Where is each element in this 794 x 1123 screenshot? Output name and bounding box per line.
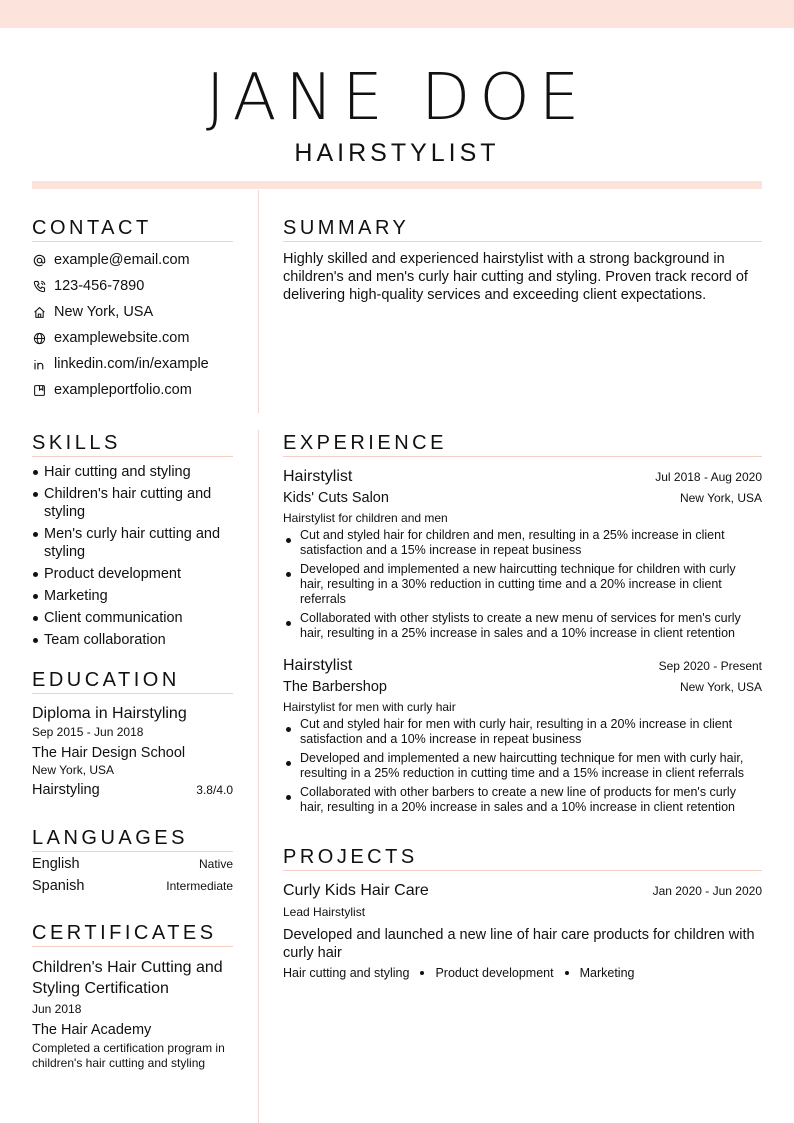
contact-website[interactable] xyxy=(32,325,233,351)
project-name: Curly Kids Hair Care xyxy=(283,882,429,899)
tag-separator xyxy=(420,971,424,975)
skill-item: Marketing xyxy=(32,587,233,605)
education-field-row xyxy=(32,782,233,798)
contact-portfolio-text: exampleportfolio.com xyxy=(54,382,192,398)
contact-portfolio[interactable] xyxy=(32,377,233,403)
tag-separator xyxy=(565,971,569,975)
certificate-name: Children's Hair Cutting and Styling Certification xyxy=(32,959,223,997)
job-location: New York, USA xyxy=(679,680,762,694)
summary-heading: SUMMARY xyxy=(283,216,762,242)
job-bullet: Developed and implemented a new haircutting technique for children with curly hair, resulting in a 30% reduction in cutting time and a 20% increase in client referrals xyxy=(283,562,762,607)
job-bullet: Collaborated with other stylists to create a new menu of services for men's curly hair, resulting in a 25% increase in sales and a 10% increase in client retention xyxy=(283,611,762,641)
language-level: Native xyxy=(198,857,233,871)
project-tag: Hair cutting and styling xyxy=(283,966,410,980)
portfolio-icon xyxy=(32,383,46,397)
skills-list xyxy=(32,463,233,649)
language-name: English xyxy=(32,856,80,872)
contact-phone-text: 123-456-7890 xyxy=(54,278,145,294)
certificate-date: Jun 2018 xyxy=(32,1002,82,1016)
contact-phone[interactable] xyxy=(32,273,233,299)
contact-section xyxy=(32,216,233,403)
education-school: The Hair Design School xyxy=(32,745,186,761)
contact-email-text: example@email.com xyxy=(54,252,190,268)
language-row xyxy=(32,856,233,878)
job-description: Hairstylist for children and men xyxy=(283,511,448,525)
job-title: Hairstylist xyxy=(283,468,353,485)
education-dates: Sep 2015 - Jun 2018 xyxy=(32,725,144,739)
skill-item: Hair cutting and styling xyxy=(32,463,233,481)
contact-linkedin[interactable] xyxy=(32,351,233,377)
contact-heading: CONTACT xyxy=(32,216,233,242)
certificate-description: Completed a certification program in children's hair cutting and styling xyxy=(32,1041,225,1070)
experience-entry xyxy=(283,655,762,815)
job-dates: Jul 2018 - Aug 2020 xyxy=(655,470,762,484)
experience-entry xyxy=(283,466,762,641)
skill-item: Team collaboration xyxy=(32,631,233,649)
skill-item: Men's curly hair cutting and styling xyxy=(32,525,233,561)
at-icon xyxy=(32,253,46,267)
header-divider xyxy=(32,181,762,189)
experience-heading: EXPERIENCE xyxy=(283,431,762,457)
projects-section xyxy=(283,845,762,980)
education-gpa: 3.8/4.0 xyxy=(196,783,233,797)
job-description: Hairstylist for men with curly hair xyxy=(283,700,456,714)
job-bullet: Collaborated with other barbers to create a new line of products for men's curly hair, resulting in a 20% increase in sales and a 10% increase in client retention xyxy=(283,785,762,815)
languages-heading: LANGUAGES xyxy=(32,826,233,852)
job-location: New York, USA xyxy=(679,491,762,505)
job-bullet: Cut and styled hair for men with curly hair, resulting in a 20% increase in client satisfaction and a 10% increase in repeat business xyxy=(283,717,762,747)
project-tags xyxy=(283,966,762,980)
contact-location xyxy=(32,299,233,325)
job-title: Hairstylist xyxy=(283,657,353,674)
contact-linkedin-text: linkedin.com/in/example xyxy=(54,356,209,372)
skill-item: Client communication xyxy=(32,609,233,627)
skill-item: Children's hair cutting and styling xyxy=(32,485,233,521)
skill-item: Product development xyxy=(32,565,233,583)
education-heading: EDUCATION xyxy=(32,668,233,694)
job-bullets xyxy=(283,717,762,815)
home-icon xyxy=(32,305,46,319)
globe-icon xyxy=(32,331,46,345)
top-accent-band xyxy=(0,0,794,28)
education-field: Hairstyling xyxy=(32,782,100,798)
job-bullet: Developed and implemented a new haircutting technique for men with curly hair, resulting in a 25% reduction in cutting time and a 15% increase in client referrals xyxy=(283,751,762,781)
summary-section xyxy=(283,216,762,304)
candidate-name: JANE DOE xyxy=(205,61,589,135)
education-location: New York, USA xyxy=(32,763,115,777)
job-company: Kids' Cuts Salon xyxy=(283,490,389,506)
project-dates: Jan 2020 - Jun 2020 xyxy=(652,884,762,898)
language-row xyxy=(32,878,233,900)
projects-heading: PROJECTS xyxy=(283,845,762,871)
experience-section xyxy=(283,431,762,819)
phone-icon xyxy=(32,279,46,293)
column-divider-bottom xyxy=(258,430,259,1123)
project-tag: Marketing xyxy=(579,966,635,980)
job-bullets xyxy=(283,528,762,641)
language-name: Spanish xyxy=(32,878,85,894)
education-section xyxy=(32,668,233,798)
job-bullet: Cut and styled hair for children and men, resulting in a 25% increase in client satisfaction and a 15% increase in repeat business xyxy=(283,528,762,558)
language-level: Intermediate xyxy=(166,879,233,893)
summary-text: Highly skilled and experienced hairstylist with a strong background in children's and men's curly hair cutting and styling. Proven track record of delivering high-quality services and exceeding client expectations. xyxy=(283,251,748,303)
certificates-section xyxy=(32,921,233,1071)
project-tag: Product development xyxy=(435,966,554,980)
job-dates: Sep 2020 - Present xyxy=(658,659,762,673)
certificates-heading: CERTIFICATES xyxy=(32,921,233,947)
contact-email[interactable] xyxy=(32,247,233,273)
project-description: Developed and launched a new line of hair care products for children with curly hair xyxy=(283,927,755,961)
contact-website-text: examplewebsite.com xyxy=(54,330,190,346)
certificate-issuer: The Hair Academy xyxy=(32,1022,152,1038)
linkedin-icon xyxy=(32,357,46,371)
contact-location-text: New York, USA xyxy=(54,304,154,320)
job-company: The Barbershop xyxy=(283,679,387,695)
education-degree: Diploma in Hairstyling xyxy=(32,705,187,722)
project-role: Lead Hairstylist xyxy=(283,905,366,919)
candidate-title: HAIRSTYLIST xyxy=(294,139,500,167)
languages-section xyxy=(32,826,233,900)
skills-heading: SKILLS xyxy=(32,431,233,457)
column-divider-top xyxy=(258,190,259,413)
skills-section xyxy=(32,431,233,653)
